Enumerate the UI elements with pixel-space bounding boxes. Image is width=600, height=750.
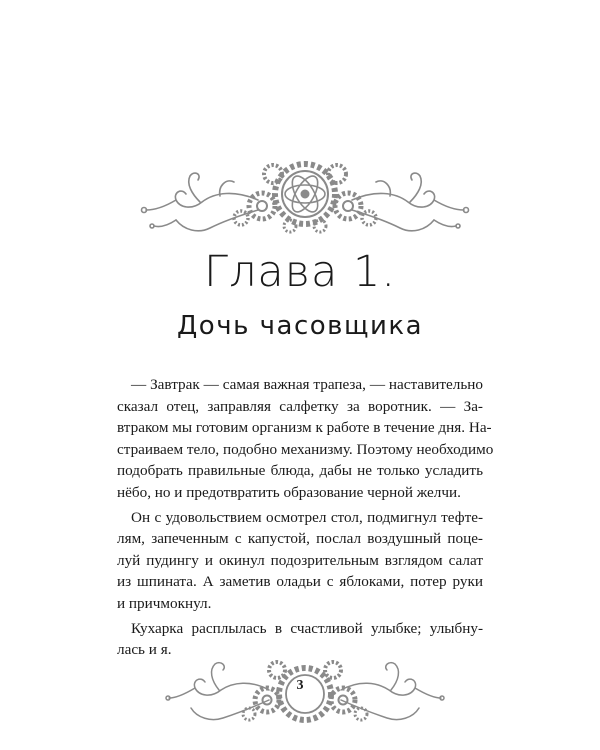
text-line: и причмокнул. <box>117 594 212 612</box>
text-line: нёбо, но и предотвратить образование черной желчи. <box>117 483 461 501</box>
text-line: лям, запеченным с капустой, послал воздушный поце- <box>117 530 483 548</box>
page-number: 3 <box>296 678 304 693</box>
text-line: Он с удовольствием осмотрел стол, подмигнул тефте- <box>131 508 483 526</box>
text-line: лась и я. <box>117 641 172 659</box>
chapter-number: Глава 1. <box>203 247 397 297</box>
text-line: втраком мы готовим организм к работе в течение дня. На- <box>117 419 492 437</box>
text-line: подобрать правильные блюда, дабы не только усладить <box>117 462 483 480</box>
chapter-title: Дочь часовщика <box>176 311 423 341</box>
text-line: сказал отец, заправляя салфетку за воротник. — За- <box>117 397 483 415</box>
text-line: страиваем тело, подобно механизму. Поэтому необходимо <box>117 440 494 458</box>
chapter-body <box>117 374 494 661</box>
text-line: из шпината. А заметив оладьи с яблоками, потер руки <box>117 573 483 591</box>
gear-ornament-top-icon <box>140 150 470 240</box>
paragraph <box>117 374 494 504</box>
text-line: — Завтрак — самая важная трапеза, — наставительно <box>131 376 483 393</box>
paragraph <box>117 507 483 615</box>
text-line: луй пудингу и окинул подозрительным взглядом салат <box>117 551 483 569</box>
text-line: Кухарка расплылась в счастливой улыбке; улыбну- <box>131 619 483 637</box>
